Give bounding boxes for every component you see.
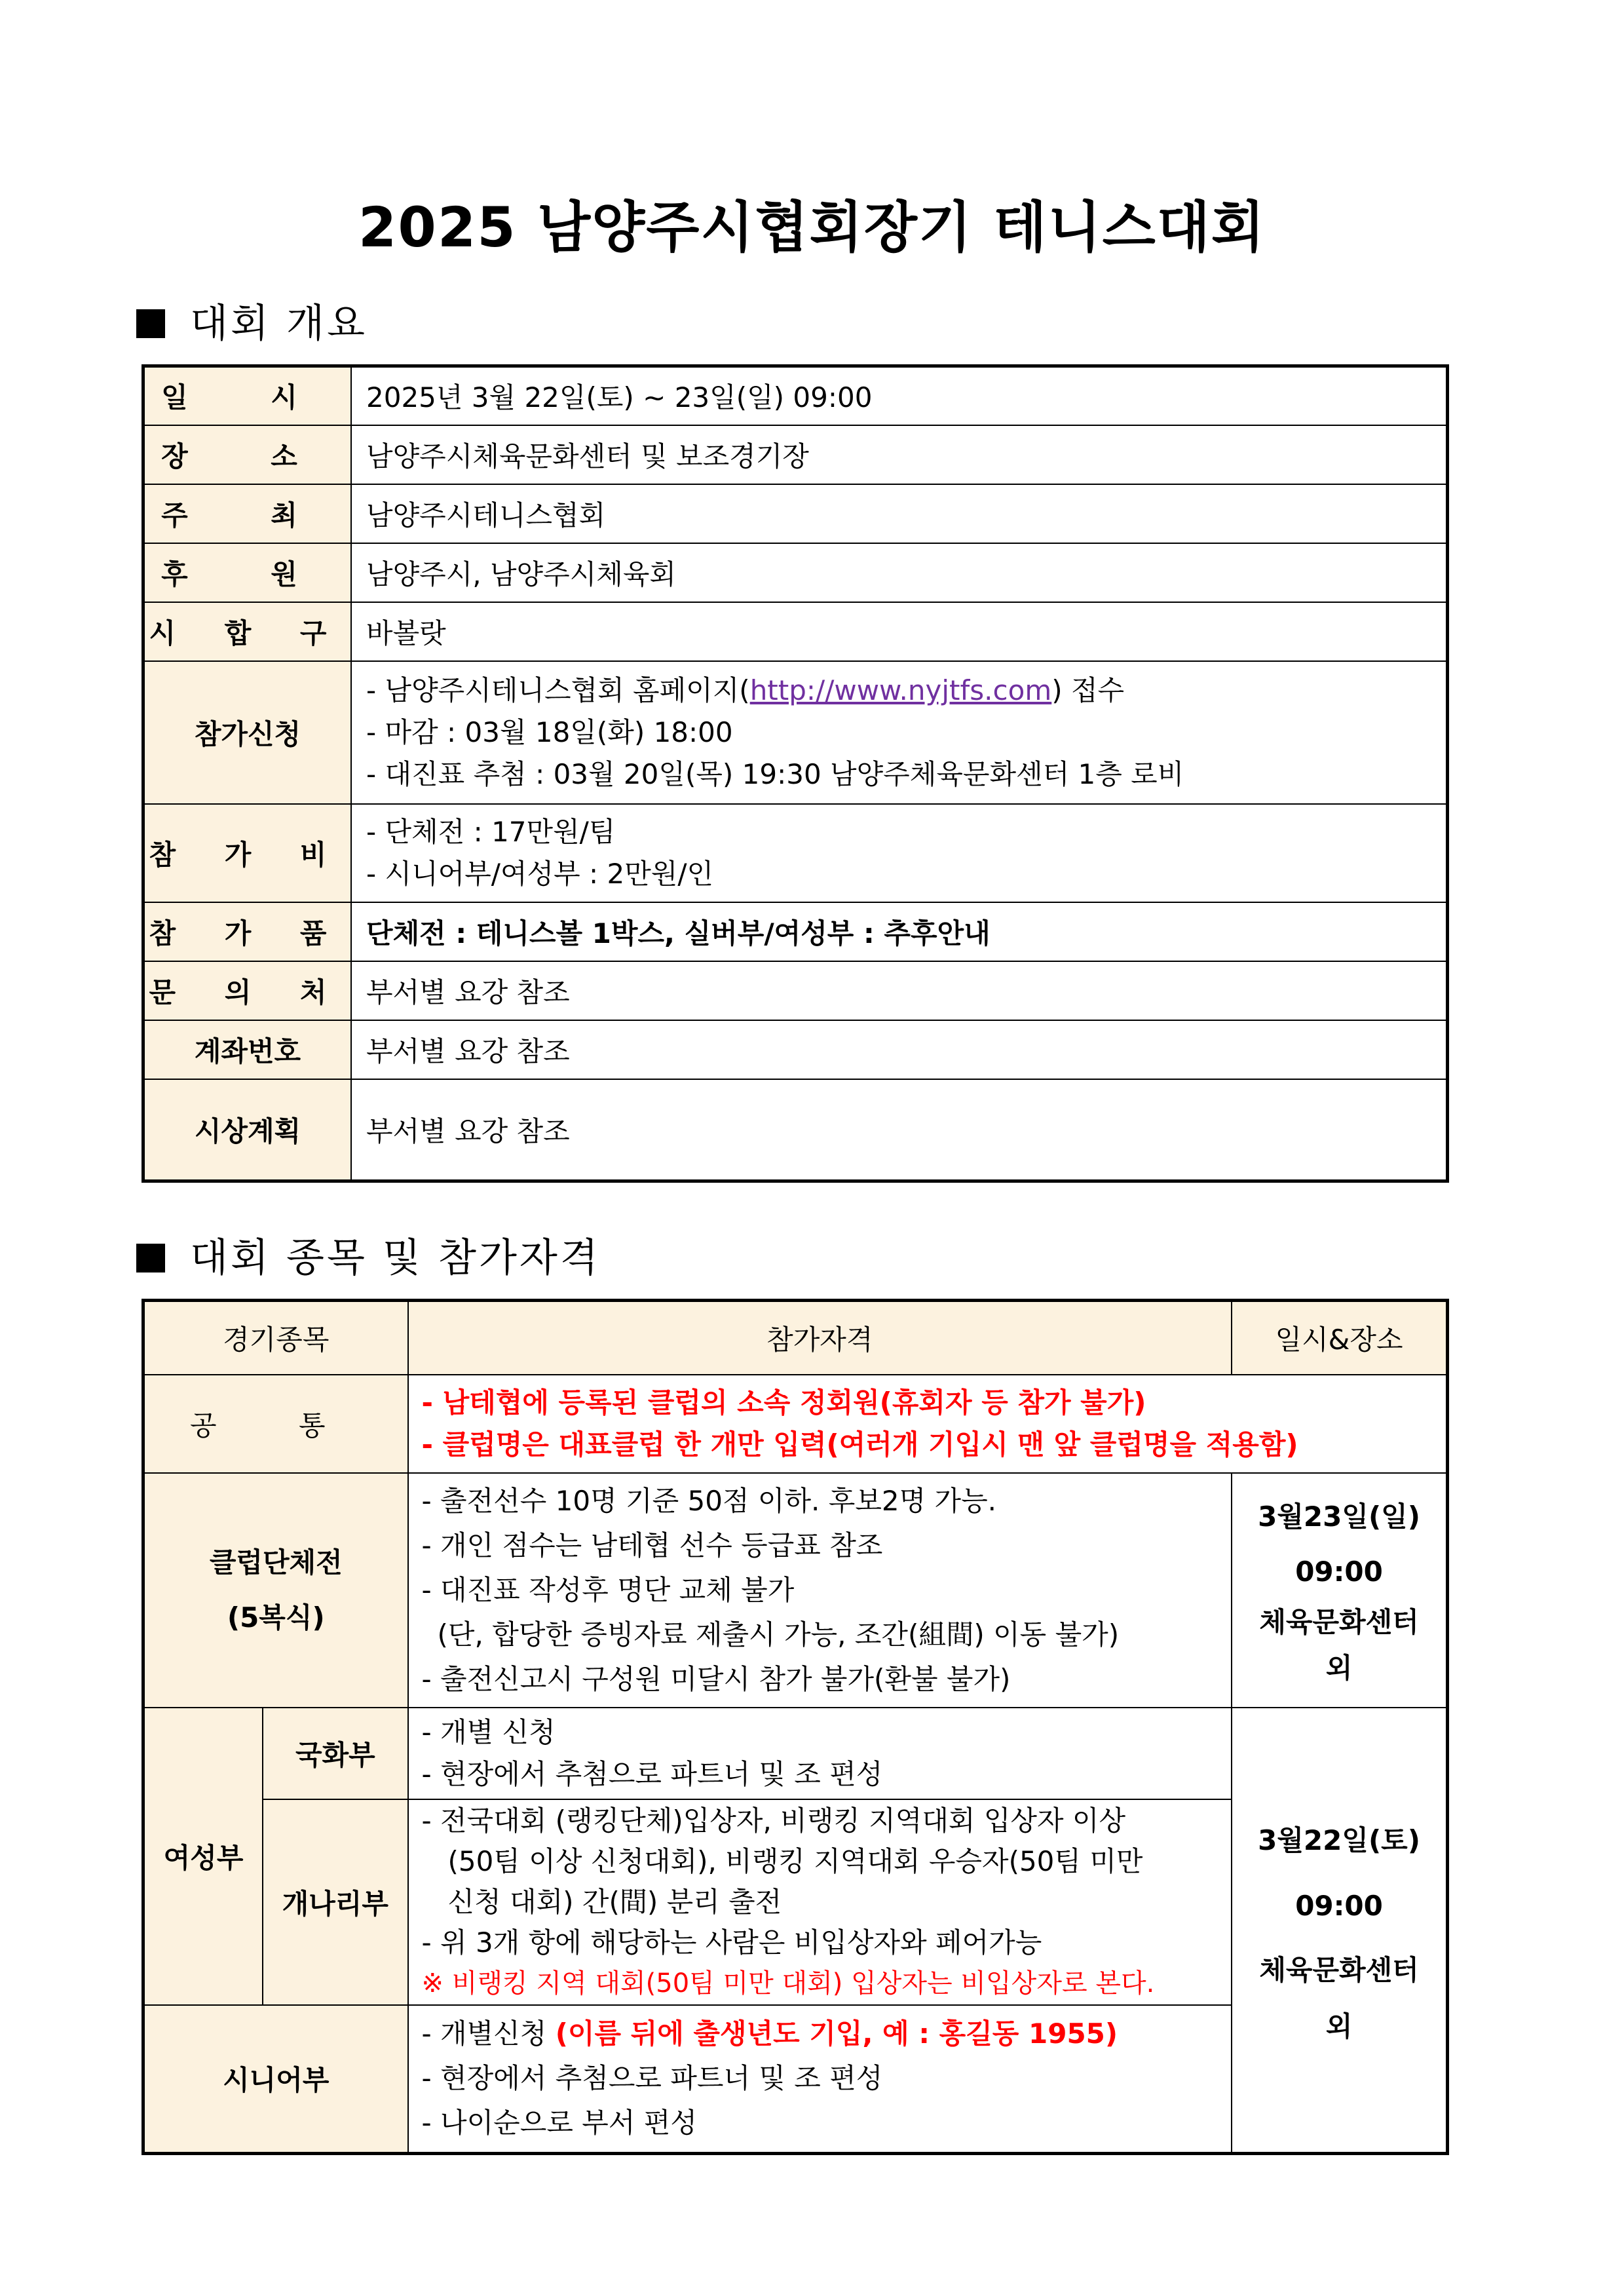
section-heading-overview: 대회 개요: [136, 292, 368, 349]
table-row: [143, 1473, 1448, 1708]
row-label: 시 합 구: [143, 602, 352, 661]
gukhwa-requirements: - 개별 신청 - 현장에서 추첨으로 파트너 및 조 편성: [408, 1708, 1232, 1799]
senior-requirements: - 개별신청 (이름 뒤에 출생년도 기입, 예 : 홍길동 1955) - 현장에서 추첨으로 파트너 및 조 편성 - 나이순으로 부서 편성: [408, 2005, 1232, 2153]
row-value: 2025년 3월 22일(토) ~ 23일(일) 09:00: [351, 366, 1448, 425]
row-value: 남양주시체육문화센터 및 보조경기장: [351, 425, 1448, 484]
header-event: 경기종목: [143, 1301, 408, 1375]
row-value: 남양주시테니스협회: [351, 484, 1448, 543]
table-row: [143, 902, 1448, 961]
row-value: 부서별 요강 참조: [351, 961, 1448, 1020]
row-label: 문 의 처: [143, 961, 352, 1020]
table-row: [143, 425, 1448, 484]
row-label: 시상계획: [143, 1079, 352, 1181]
page-title: 2025 남양주시협회장기 테니스대회: [358, 195, 1266, 259]
table-row: [143, 961, 1448, 1020]
row-label: 장 소: [143, 425, 352, 484]
table-row: [143, 1020, 1448, 1079]
table-row: [143, 602, 1448, 661]
row-value: 부서별 요강 참조: [351, 1079, 1448, 1181]
row-value: 부서별 요강 참조: [351, 1020, 1448, 1079]
header-eligibility: 참가자격: [408, 1301, 1232, 1375]
table-row: [143, 1708, 1448, 1799]
row-label: 참가신청: [143, 661, 352, 804]
row-value: 남양주시, 남양주시체육회: [351, 543, 1448, 602]
table-row: [143, 1079, 1448, 1181]
homepage-link[interactable]: http://www.nyjtfs.com: [749, 674, 1052, 706]
gaenari-label: 개나리부: [263, 1799, 407, 2005]
row-label: 일 시: [143, 366, 352, 425]
gaenari-requirements: - 전국대회 (랭킹단체)입상자, 비랭킹 지역대회 입상자 이상 (50팀 이상 신청대회), 비랭킹 지역대회 우승자(50팀 미만 신청 대회) 간(間) 분리 출전 - 위 3개 항에 해당하는 사람은 비입상자와 페어가능 ※ 비랭킹 지역 대회(50팀 미만 대회) 입상자는 비입상자로 본다.: [408, 1799, 1232, 2005]
row-label: 참 가 품: [143, 902, 352, 961]
row-label: 참 가 비: [143, 804, 352, 902]
gukhwa-label: 국화부: [263, 1708, 407, 1799]
row-value: - 단체전 : 17만원/팀 - 시니어부/여성부 : 2만원/인: [351, 804, 1448, 902]
table-row: [143, 804, 1448, 902]
overview-table: [142, 364, 1449, 1183]
row-value: 단체전 : 테니스볼 1박스, 실버부/여성부 : 추후안내: [351, 902, 1448, 961]
table-row: [143, 1375, 1448, 1473]
club-team-requirements: - 출전선수 10명 기준 50점 이하. 후보2명 가능. - 개인 점수는 남테협 선수 등급표 참조 - 대진표 작성후 명단 교체 불가 (단, 합당한 증빙자료 제출시 가능, 조간(組間) 이동 불가) - 출전신고시 구성원 미달시 참가 불가(환불 불가): [408, 1473, 1232, 1708]
club-team-label: 클럽단체전 (5복식): [143, 1473, 408, 1708]
table-row: [143, 484, 1448, 543]
events-table: [142, 1299, 1449, 2155]
row-value: - 남양주시테니스협회 홈페이지(http://www.nyjtfs.com) 접수 - 마감 : 03월 18일(화) 18:00 - 대진표 추첨 : 03월 20일(목) 19:30 남양주체육문화센터 1층 로비: [351, 661, 1448, 804]
table-row: [143, 366, 1448, 425]
square-bullet-icon: [136, 309, 165, 338]
common-label: 공 통: [143, 1375, 408, 1473]
square-bullet-icon: [136, 1244, 165, 1272]
section-heading-events: 대회 종목 및 참가자격: [136, 1227, 601, 1283]
table-header-row: [143, 1301, 1448, 1375]
women-label: 여성부: [143, 1708, 263, 2005]
senior-label: 시니어부: [143, 2005, 408, 2153]
row-value: 바볼랏: [351, 602, 1448, 661]
table-row: [143, 543, 1448, 602]
club-team-date-place: 3월23일(일) 09:00 체육문화센터 외: [1232, 1473, 1447, 1708]
row-label: 주 최: [143, 484, 352, 543]
header-date-place: 일시&장소: [1232, 1301, 1447, 1375]
common-requirements: - 남테협에 등록된 클럽의 소속 정회원(휴회자 등 참가 불가) - 클럽명은 대표클럽 한 개만 입력(여러개 기입시 맨 앞 클럽명을 적용함): [408, 1375, 1448, 1473]
row-label: 후 원: [143, 543, 352, 602]
row-label: 계좌번호: [143, 1020, 352, 1079]
table-row: [143, 661, 1448, 804]
women-senior-date-place: 3월22일(토) 09:00 체육문화센터 외: [1232, 1708, 1447, 2153]
